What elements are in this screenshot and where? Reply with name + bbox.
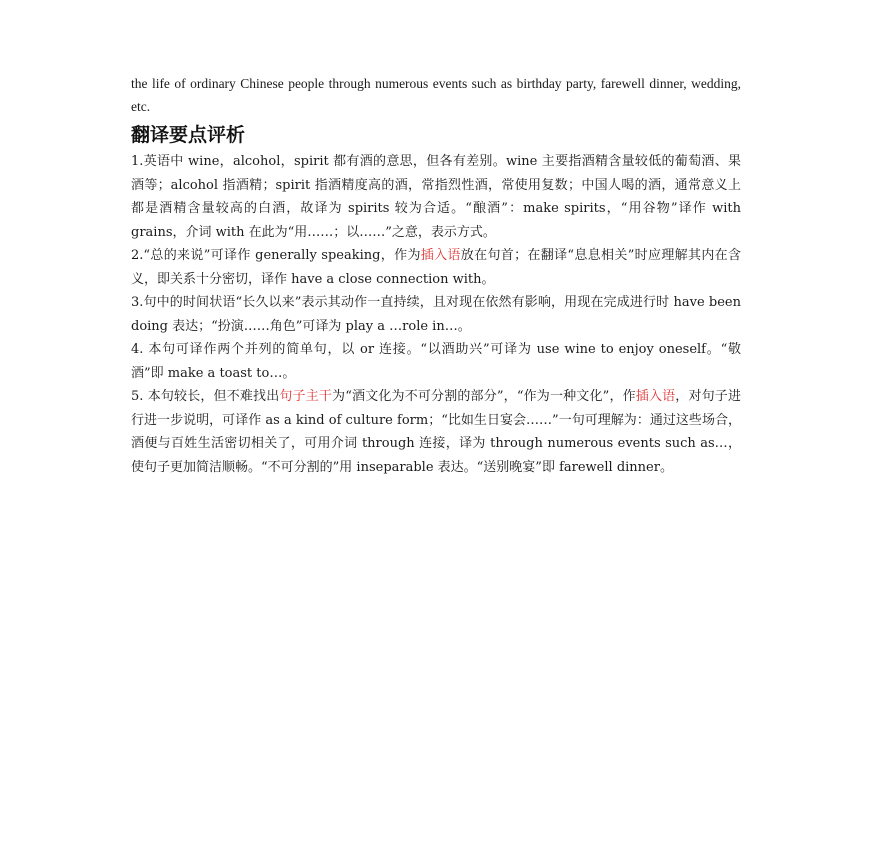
point-1: 1.英语中 wine，alcohol，spirit 都有酒的意思，但各有差别。wine 主要指酒精含量较低的葡萄酒、果酒等；alcohol 指酒精；spirit 指酒精度高的酒，常指烈性酒，常使用复数；中国人喝的酒，通常意义上都是酒精含量较高的白酒，故译为 spirits 较为合适。“酿酒”：make spirits，“用谷物”译作 with grains，介词 with 在此为“用……；以……”之意，表示方式。 bbox=[131, 154, 741, 240]
point-5-text-a: 5. 本句较长，但不难找出 bbox=[131, 389, 280, 404]
point-2-text-a: 2.“总的来说”可译作 generally speaking，作为 bbox=[131, 248, 421, 263]
point-4: 4. 本句可译作两个并列的简单句，以 or 连接。“以酒助兴”可译为 use wine to enjoy oneself。“敬酒”即 make a toast to…。 bbox=[131, 342, 741, 381]
point-5-text-c: ，对句子进行进一步说明，可译作 as a kind of culture form；“比如生日宴会……”一句可理解为：通过这些场合，酒便与百姓生活密切相关了，可用介词 through 连接，译为 through numerous events such as…，使句子更加简洁顺畅。“不可分割的”用 inseparable 表达。“送别晚宴”即 farewell dinner。 bbox=[131, 389, 741, 475]
point-2-text-b: 放在句首；在翻译“息息相关”时应理解其内在含义，即关系十分密切，译作 have a close connection with。 bbox=[131, 248, 741, 287]
point-2 bbox=[131, 244, 741, 291]
highlight-sentence-trunk: 句子主干 bbox=[279, 389, 333, 404]
section-heading: 翻译要点评析 bbox=[131, 124, 246, 146]
document-page bbox=[131, 72, 741, 479]
point-3: 3.句中的时间状语“长久以来”表示其动作一直持续，且对现在依然有影响，用现在完成进行时 have been doing 表达；“扮演……角色”可译为 play a …role in…。 bbox=[131, 295, 741, 334]
highlight-parenthetical: 插入语 bbox=[420, 248, 461, 263]
intro-paragraph: the life of ordinary Chinese people through numerous events such as birthday party, farewell dinner, wedding, etc. bbox=[131, 76, 741, 114]
point-5 bbox=[131, 385, 741, 479]
point-5-text-b: 为“酒文化为不可分割的部分”，“作为一种文化”，作 bbox=[332, 389, 636, 404]
highlight-parenthetical-2: 插入语 bbox=[635, 389, 676, 404]
